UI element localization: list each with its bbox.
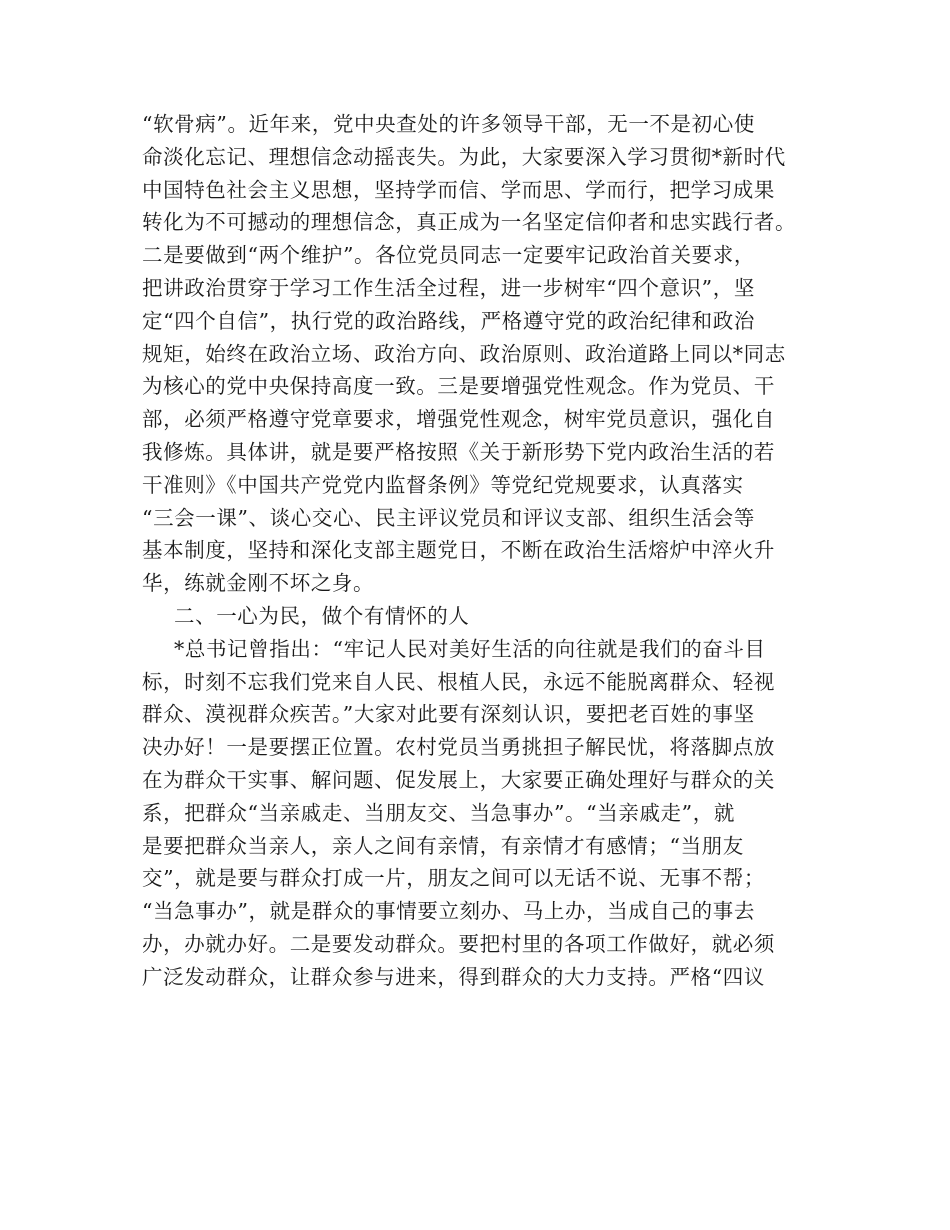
text-line: “当急事办”，就是群众的事情要立刻办、马上办，当成自己的事去: [142, 899, 755, 924]
text-line: 我修炼。具体讲，就是要严格按照《关于新形势下党内政治生活的若: [142, 439, 775, 464]
text-line: 定“四个自信”，执行党的政治路线，严格遵守党的政治纪律和政治: [142, 308, 755, 333]
text-line: 系，把群众“当亲戚走、当朋友交、当急事办”。“当亲戚走”，就: [142, 800, 735, 825]
text-line: 中国特色社会主义思想，坚持学而信、学而思、学而行，把学习成果: [142, 177, 775, 202]
text-line: *总书记曾指出：“牢记人民对美好生活的向往就是我们的奋斗目: [174, 636, 766, 661]
text-line: “软骨病”。近年来，党中央查处的许多领导干部，无一不是初心使: [142, 112, 755, 136]
body-text: [142, 108, 812, 994]
text-line: 群众、漠视群众疾苦。”大家对此要有深刻认识，要把老百姓的事坚: [142, 702, 755, 727]
text-line: 转化为不可撼动的理想信念，真正成为一名坚定信仰者和忠实践行者。: [142, 210, 797, 235]
text-line: 二是要做到“两个维护”。各位党员同志一定要牢记政治首关要求，: [142, 243, 755, 268]
text-line: 部，必须严格遵守党章要求，增强党性观念，树牢党员意识，强化自: [142, 407, 775, 432]
text-line: 交”，就是要与群众打成一片，朋友之间可以无话不说、无事不帮；: [142, 866, 765, 891]
text-line: 办，办就办好。二是要发动群众。要把村里的各项工作做好，就必须: [142, 931, 775, 956]
text-line: 是要把群众当亲人，亲人之间有亲情，有亲情才有感情；“当朋友: [142, 833, 744, 858]
section-heading: 二、一心为民，做个有情怀的人: [174, 603, 470, 628]
text-line: 决办好！一是要摆正位置。农村党员当勇挑担子解民忧，将落脚点放: [142, 735, 775, 760]
text-line: “三会一课”、谈心交心、民主评议党员和评议支部、组织生活会等: [142, 505, 755, 530]
text-line: 标，时刻不忘我们党来自人民、根植人民，永远不能脱离群众、轻视: [142, 669, 775, 694]
text-line: 为核心的党中央保持高度一致。三是要增强党性观念。作为党员、干: [142, 374, 775, 399]
text-line: 规矩，始终在政治立场、政治方向、政治原则、政治道路上同以*同志: [142, 341, 786, 366]
text-line: 在为群众干实事、解问题、促发展上，大家要正确处理好与群众的关: [142, 767, 775, 792]
text-line: 华，练就金刚不坏之身。: [142, 571, 375, 596]
text-line: 把讲政治贯穿于学习工作生活全过程，进一步树牢“四个意识”，坚: [142, 275, 755, 300]
text-line: 干准则》《中国共产党党内监督条例》等党纪党规要求，认真落实: [142, 472, 744, 497]
text-line: 命淡化忘记、理想信念动摇丧失。为此，大家要深入学习贯彻*新时代: [142, 144, 786, 169]
text-line: 基本制度，坚持和深化支部主题党日，不断在政治生活熔炉中淬火升: [142, 538, 775, 563]
text-line: 广泛发动群众，让群众参与进来，得到群众的大力支持。严格“四议: [142, 964, 765, 989]
